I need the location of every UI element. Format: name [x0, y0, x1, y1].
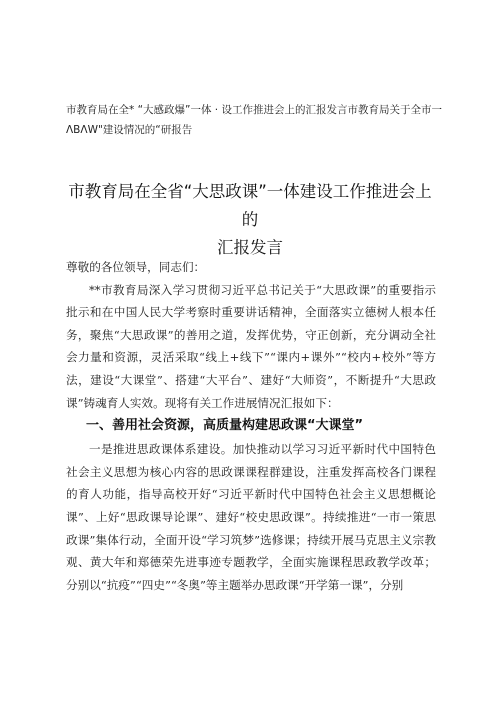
title-line-2: 汇报发言 — [217, 238, 283, 257]
document-header — [66, 100, 446, 140]
intro-paragraph: **市教育局深入学习贯彻习近平总书记关于“大思政课”的重要指示批示和在中国人民大学考察时重要讲话精神，全面落实立德树人根本任务，聚焦“大思政课”的善用之道，发挥优势，守正创新，充分调动全社会力量和资源，灵活采取“线上+线下”“课内+课外”“校内+校外”等方法，建设“大课堂”、搭建“大平台”、建好“大师资”，不断提升“大思政课”铸魂育人实效。现将有关工作进展情况汇报如下： — [66, 282, 436, 410]
document-title — [60, 178, 440, 262]
title-line-1: 市教育局在全省“大思政课”一体建设工作推进会上的 — [68, 182, 432, 229]
section-1-paragraph: 一是推进思政课体系建设。加快推动以学习习近平新时代中国特色社会主义思想为核心内容的思政课课程群建设，注重发挥高校各门课程的育人功能，指导高校开好“习近平新时代中国特色社会主义思想概论课”、上好“思政课导论课”、建好“校史思政课”。持续推进“一市一策思政课”集体行动，全面开设“学习筑梦”选修课；持续开展马克思主义宗教观、黄大年和郑德荣先进事迹专题教学，全面实施课程思政教学改革；分别以“抗疫”“四史”“冬奥”等主题举办思政课“开学第一课”，分别 — [66, 442, 436, 592]
salutation: 尊敬的各位领导，同志们： — [66, 260, 206, 274]
section-heading-1: 一、善用社会资源，高质量构建思政课“大课堂” — [86, 418, 364, 434]
header-line-2: ΛBΛW"建设情况的“研报告 — [66, 124, 193, 136]
header-line-1: 市教育局在全* “大感政爆”一体 · 设工作推进会上的汇报发言市教育局关于全市一 — [66, 104, 442, 116]
document-body — [66, 256, 436, 596]
